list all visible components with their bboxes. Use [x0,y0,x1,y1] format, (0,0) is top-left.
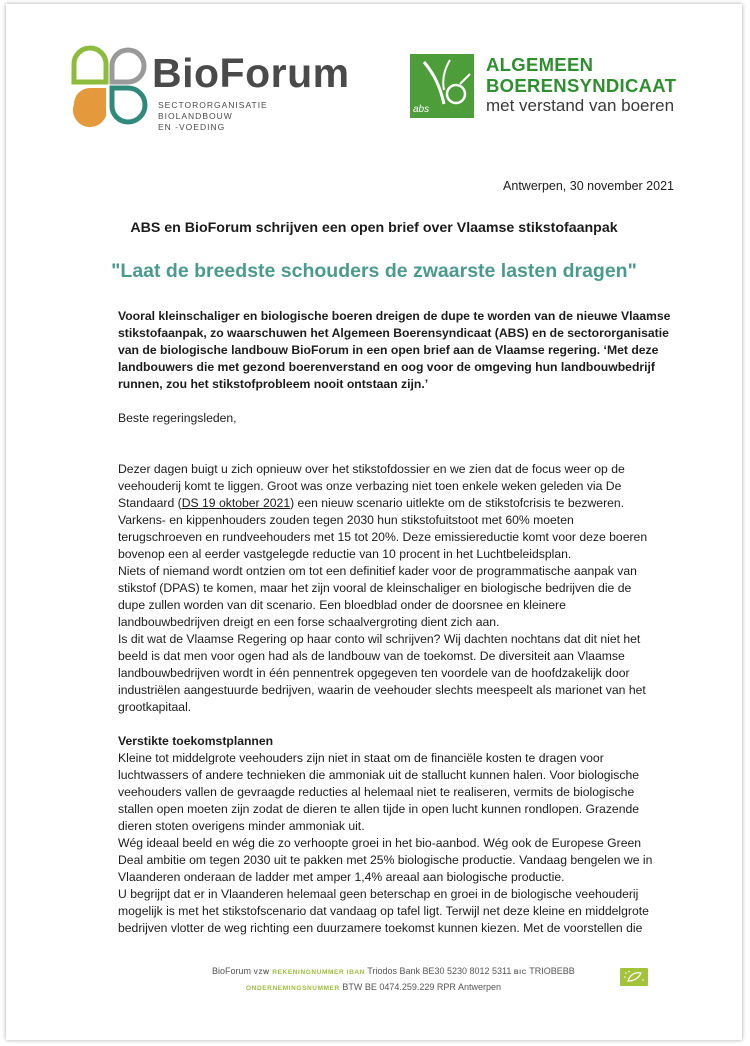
paragraph-line: Is dit wat de Vlaamse Regering op haar conto wil schrijven? Wij dachten nochtans dat dit niet het [118,632,641,646]
footer-bic-label: BIC [513,969,527,976]
bioforum-subtitle [158,100,268,133]
footer-vzw: VZW [253,969,270,976]
bioforum-name: BioForum [152,50,350,96]
paragraph-line: Dezer dagen buigt u zich opnieuw over het stikstofdossier en we zien dat de focus weer op de [118,462,625,476]
intro-line: Vooral kleinschaliger en biologische boeren dreigen de dupe te worden van de nieuwe Vlaamse [118,309,671,323]
paragraph-line: stallen open moeten zijn zodat de dieren te allen tijde in open lucht kunnen rondlopen. Grazende [118,802,640,816]
paragraph-line: Wég ideaal beeld en wég die zo verhoopte groei in het bio-aanbod. Wég ook de Europese Green [118,836,642,850]
paragraph-text: ) een nieuw scenario uitlekte om de stikstofcrisis te bezweren. [290,496,625,510]
bioforum-subtitle-line: BIOLANDBOUW [158,111,233,121]
letter-quote: "Laat de breedste schouders de zwaarste lasten dragen" [111,260,637,282]
abs-tagline: met verstand van boeren [486,96,675,115]
paragraph-line [118,495,686,512]
intro-line: landbouwers die met gezond boerenverstand en oog voor de omgeving hun landbouwbedrijf [118,360,655,374]
intro-paragraph [118,308,686,393]
paragraph-line: Vlaanderen onderaan de ladder met amper 1,4% areaal aan biologische productie. [118,870,565,884]
abs-title-line2: BOERENSYNDICAAT [486,75,677,96]
greeting: Beste regeringsleden, [118,411,237,425]
paragraph-line: industriëlen aangestuurde bedrijven, waarin de veehouder slechts meespeelt als marionet van het [118,683,646,697]
eu-organic-leaf-icon [620,968,648,986]
bioforum-leaf-mark-icon [68,44,158,134]
intro-line: runnen, zou het stikstofprobleem nooit ontstaan zijn.’ [118,377,429,391]
paragraph-line: landbouwbedrijven wordt in één pennentrek opgegeven ten voordele van de hoofdzakelijk door [118,666,630,680]
abs-title-line1: ALGEMEEN [486,54,594,75]
letter-body [118,308,686,937]
ds-article-link[interactable]: DS 19 oktober 2021 [181,496,291,510]
paragraph-line: Niets of niemand wordt ontzien om tot een definitief kader voor de programmatische aanpak van [118,564,637,578]
paragraph-line: landbouwbedrijven dreigt en een forse schaalvergroting dient zich aan. [118,615,500,629]
bioforum-subtitle-line: SECTORORGANISATIE [158,100,268,110]
paragraph-line: U begrijpt dat er in Vlaanderen helemaal geen beterschap en groei in de biologische veehouderij [118,887,639,901]
paragraph-line: mogelijk is met het stikstofscenario dat vandaag op tafel ligt. Terwijl net deze kleine en middelgrote [118,904,649,918]
intro-line: stikstofaanpak, zo waarschuwen het Algemeen Boerensyndicaat (ABS) en de sectororganisatie [118,326,669,340]
paragraph-line: terugschroeven en rundveehouders met 15 tot 20%. Deze emissiereductie komt voor deze boeren [118,530,648,544]
abs-box-label: abs [413,104,430,115]
footer-ond-label: ONDERNEMINGSNUMMER [246,985,340,992]
footer-company-row [212,982,652,998]
paragraph-text: Standaard ( [118,496,182,510]
footer-bank: Triodos Bank BE30 5230 8012 5311 [367,966,512,976]
abs-logo [410,54,700,122]
letter-footer [212,966,652,998]
footer-bic: TRIOBEBB [529,966,575,976]
paragraph-line: Deal ambitie om tegen 2030 uit te pakken met 25% biologische productie. Vandaag bengelen we in [118,853,653,867]
paragraph-line: dieren stoten overigens minder ammoniak uit. [118,819,365,833]
abs-logo-box [410,54,474,118]
paragraph-line: Varkens- en kippenhouders zouden tegen 2030 hun stikstofuitstoot met 60% moeten [118,513,574,527]
paragraph-line: grootkapitaal. [118,700,192,714]
paragraph-line: dupe zullen worden van dit scenario. Een bloedblad onder de doorsnee en kleinere [118,598,566,612]
paragraph-line: stikstof (DPAS) te komen, maar het zijn vooral de kleinschaliger en biologische bedrijven die de [118,581,632,595]
letter-headline: ABS en BioForum schrijven een open brief over Vlaamse stikstofaanpak [130,220,618,236]
bioforum-logo [68,44,358,140]
paragraph-line: Kleine tot middelgrote veehouders zijn niet in staat om de financiële kosten te dragen voor [118,751,604,765]
intro-line: van de biologische landbouw BioForum in een open brief aan de Vlaamse regering. ‘Met deze [118,343,659,357]
paragraph-line: bedrijven vlotter de weg richting een duurzamere toekomst kunnen kiezen. Met de voorstellen die [118,921,643,935]
footer-btw: BTW BE 0474.259.229 RPR Antwerpen [342,982,501,992]
bioforum-subtitle-line: EN -VOEDING [158,122,226,132]
paragraph-line: luchtwassers of andere technieken die ammoniak uit de stallucht kunnen halen. Voor biologische [118,768,639,782]
footer-rek-label: REKENINGNUMMER IBAN [272,969,365,976]
footer-org: BioForum [212,966,252,976]
paragraph-line: veehouderij komt te liggen. Groot was onze verbazing niet toen enkele weken geleden via De [118,479,622,493]
letter-date: Antwerpen, 30 november 2021 [503,179,674,193]
paragraph-line: beeld is dat men voor ogen had als de landbouw van de toekomst. De diversiteit aan Vlaamse [118,649,625,663]
footer-bank-row [212,966,652,982]
section-heading: Verstikte toekomstplannen [118,734,274,748]
letter-page [6,4,742,1040]
abs-title [486,54,676,96]
paragraph-line: bovenop een al eerder vastgelegde reductie van 10 procent in het Luchtbeleidsplan. [118,547,572,561]
paragraph-line: veehouders vallen de gevraagde reducties al helemaal niet te realiseren, vermits de biologische [118,785,635,799]
